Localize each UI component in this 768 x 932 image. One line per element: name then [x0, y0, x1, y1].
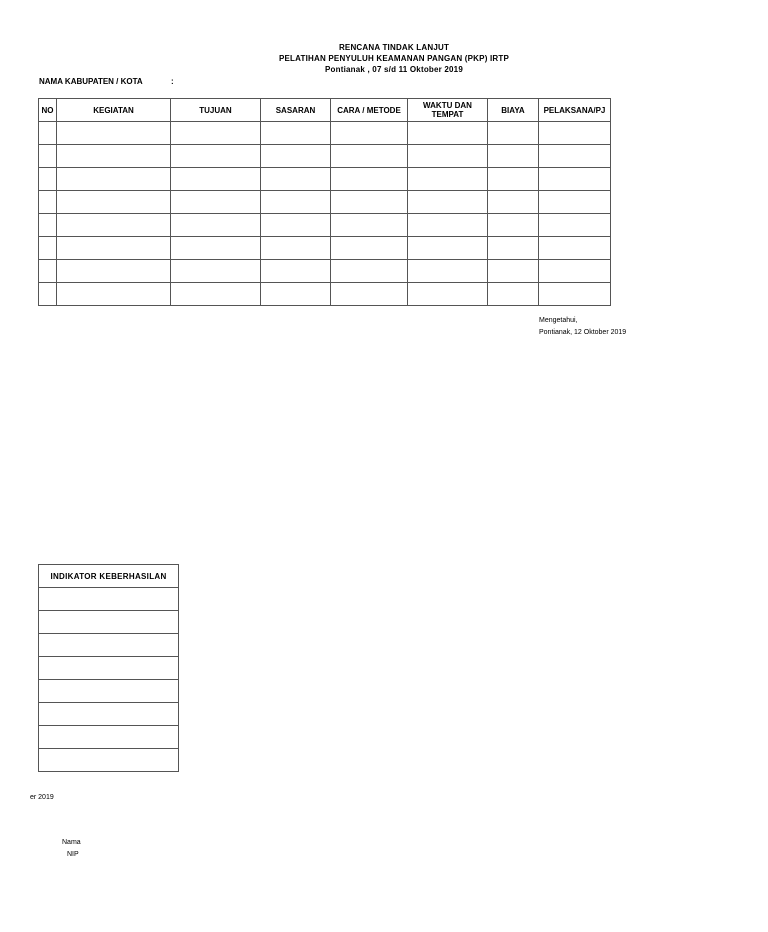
- indicator-row: [39, 588, 179, 611]
- table-cell[interactable]: [539, 168, 611, 191]
- table-cell[interactable]: [539, 214, 611, 237]
- table-cell[interactable]: [408, 283, 488, 306]
- indicator-table-body: [39, 588, 179, 772]
- table-cell[interactable]: [331, 260, 408, 283]
- table-cell[interactable]: [331, 283, 408, 306]
- table-cell[interactable]: [408, 214, 488, 237]
- table-cell[interactable]: [331, 168, 408, 191]
- column-header-biaya: BIAYA: [488, 99, 539, 122]
- table-cell[interactable]: [39, 214, 57, 237]
- table-cell[interactable]: [261, 237, 331, 260]
- table-cell[interactable]: [488, 191, 539, 214]
- indicator-header-row: [39, 565, 179, 588]
- indicator-row: [39, 726, 179, 749]
- table-cell[interactable]: [57, 122, 171, 145]
- table-cell[interactable]: [171, 237, 261, 260]
- place-date-label: Pontianak, 12 Oktober 2019: [539, 329, 627, 336]
- title-line-1: RENCANA TINDAK LANJUT: [338, 43, 450, 52]
- indicator-cell[interactable]: [39, 657, 179, 680]
- indikator-keberhasilan-table: [38, 564, 179, 772]
- table-cell[interactable]: [261, 168, 331, 191]
- indicator-cell[interactable]: [39, 680, 179, 703]
- table-cell[interactable]: [539, 237, 611, 260]
- indicator-row: [39, 634, 179, 657]
- indicator-row: [39, 680, 179, 703]
- table-cell[interactable]: [171, 145, 261, 168]
- table-cell[interactable]: [261, 214, 331, 237]
- table-cell[interactable]: [488, 214, 539, 237]
- rtl-table-body: [39, 122, 611, 306]
- table-cell[interactable]: [39, 191, 57, 214]
- indicator-header: INDIKATOR KEBERHASILAN: [39, 565, 179, 588]
- table-cell[interactable]: [39, 283, 57, 306]
- table-row: [39, 191, 611, 214]
- table-cell[interactable]: [57, 168, 171, 191]
- column-header-no: NO: [39, 99, 57, 122]
- table-cell[interactable]: [539, 283, 611, 306]
- table-row: [39, 168, 611, 191]
- table-cell[interactable]: [488, 260, 539, 283]
- table-cell[interactable]: [57, 260, 171, 283]
- indicator-row: [39, 749, 179, 772]
- table-cell[interactable]: [39, 145, 57, 168]
- table-cell[interactable]: [39, 260, 57, 283]
- indicator-cell[interactable]: [39, 611, 179, 634]
- column-header-kegiatan: KEGIATAN: [57, 99, 171, 122]
- table-cell[interactable]: [488, 122, 539, 145]
- table-cell[interactable]: [408, 191, 488, 214]
- table-cell[interactable]: [539, 191, 611, 214]
- table-cell[interactable]: [261, 260, 331, 283]
- column-header-pelaksana: PELAKSANA/PJ: [539, 99, 611, 122]
- table-cell[interactable]: [171, 191, 261, 214]
- indicator-cell[interactable]: [39, 634, 179, 657]
- table-cell[interactable]: [39, 237, 57, 260]
- table-cell[interactable]: [331, 237, 408, 260]
- column-header-cara-metode: CARA / METODE: [331, 99, 408, 122]
- table-cell[interactable]: [488, 168, 539, 191]
- table-cell[interactable]: [171, 260, 261, 283]
- table-row: [39, 214, 611, 237]
- indicator-cell[interactable]: [39, 588, 179, 611]
- indicator-row: [39, 703, 179, 726]
- table-cell[interactable]: [408, 122, 488, 145]
- table-header-row: [39, 99, 611, 122]
- table-cell[interactable]: [408, 145, 488, 168]
- table-cell[interactable]: [57, 283, 171, 306]
- date-fragment: er 2019: [30, 794, 54, 801]
- table-cell[interactable]: [57, 237, 171, 260]
- table-cell[interactable]: [488, 283, 539, 306]
- table-row: [39, 145, 611, 168]
- table-cell[interactable]: [57, 191, 171, 214]
- column-header-waktu-tempat: WAKTU DAN TEMPAT: [408, 99, 488, 122]
- table-cell[interactable]: [171, 283, 261, 306]
- nip-label: NIP: [67, 851, 79, 858]
- table-cell[interactable]: [171, 168, 261, 191]
- document-title-block: [260, 42, 528, 75]
- table-cell[interactable]: [408, 168, 488, 191]
- table-cell[interactable]: [331, 214, 408, 237]
- table-row: [39, 237, 611, 260]
- table-cell[interactable]: [261, 283, 331, 306]
- table-cell[interactable]: [488, 237, 539, 260]
- table-cell[interactable]: [261, 191, 331, 214]
- nama-label: Nama: [62, 839, 81, 846]
- kabupaten-label: NAMA KABUPATEN / KOTA: [39, 77, 143, 86]
- table-cell[interactable]: [331, 191, 408, 214]
- mengetahui-label: Mengetahui,: [539, 317, 578, 324]
- table-cell[interactable]: [171, 122, 261, 145]
- table-row: [39, 283, 611, 306]
- signature-block-right: [539, 315, 627, 339]
- indicator-cell[interactable]: [39, 749, 179, 772]
- table-cell[interactable]: [57, 214, 171, 237]
- indicator-cell[interactable]: [39, 726, 179, 749]
- table-cell[interactable]: [539, 145, 611, 168]
- kabupaten-colon: :: [171, 77, 174, 86]
- title-line-2: PELATIHAN PENYULUH KEAMANAN PANGAN (PKP) IRTP: [278, 54, 510, 63]
- table-cell[interactable]: [261, 122, 331, 145]
- title-line-3: Pontianak , 07 s/d 11 Oktober 2019: [325, 65, 463, 74]
- table-cell[interactable]: [39, 168, 57, 191]
- table-cell[interactable]: [57, 145, 171, 168]
- rencana-tindak-lanjut-table: [38, 98, 611, 306]
- table-cell[interactable]: [331, 122, 408, 145]
- table-cell[interactable]: [261, 145, 331, 168]
- column-header-sasaran: SASARAN: [261, 99, 331, 122]
- table-row: [39, 122, 611, 145]
- table-cell[interactable]: [408, 237, 488, 260]
- indicator-row: [39, 657, 179, 680]
- table-cell[interactable]: [39, 122, 57, 145]
- table-cell[interactable]: [408, 260, 488, 283]
- table-cell[interactable]: [488, 145, 539, 168]
- indicator-row: [39, 611, 179, 634]
- indicator-cell[interactable]: [39, 703, 179, 726]
- table-cell[interactable]: [171, 214, 261, 237]
- table-cell[interactable]: [331, 145, 408, 168]
- table-cell[interactable]: [539, 260, 611, 283]
- table-row: [39, 260, 611, 283]
- table-cell[interactable]: [539, 122, 611, 145]
- column-header-tujuan: TUJUAN: [171, 99, 261, 122]
